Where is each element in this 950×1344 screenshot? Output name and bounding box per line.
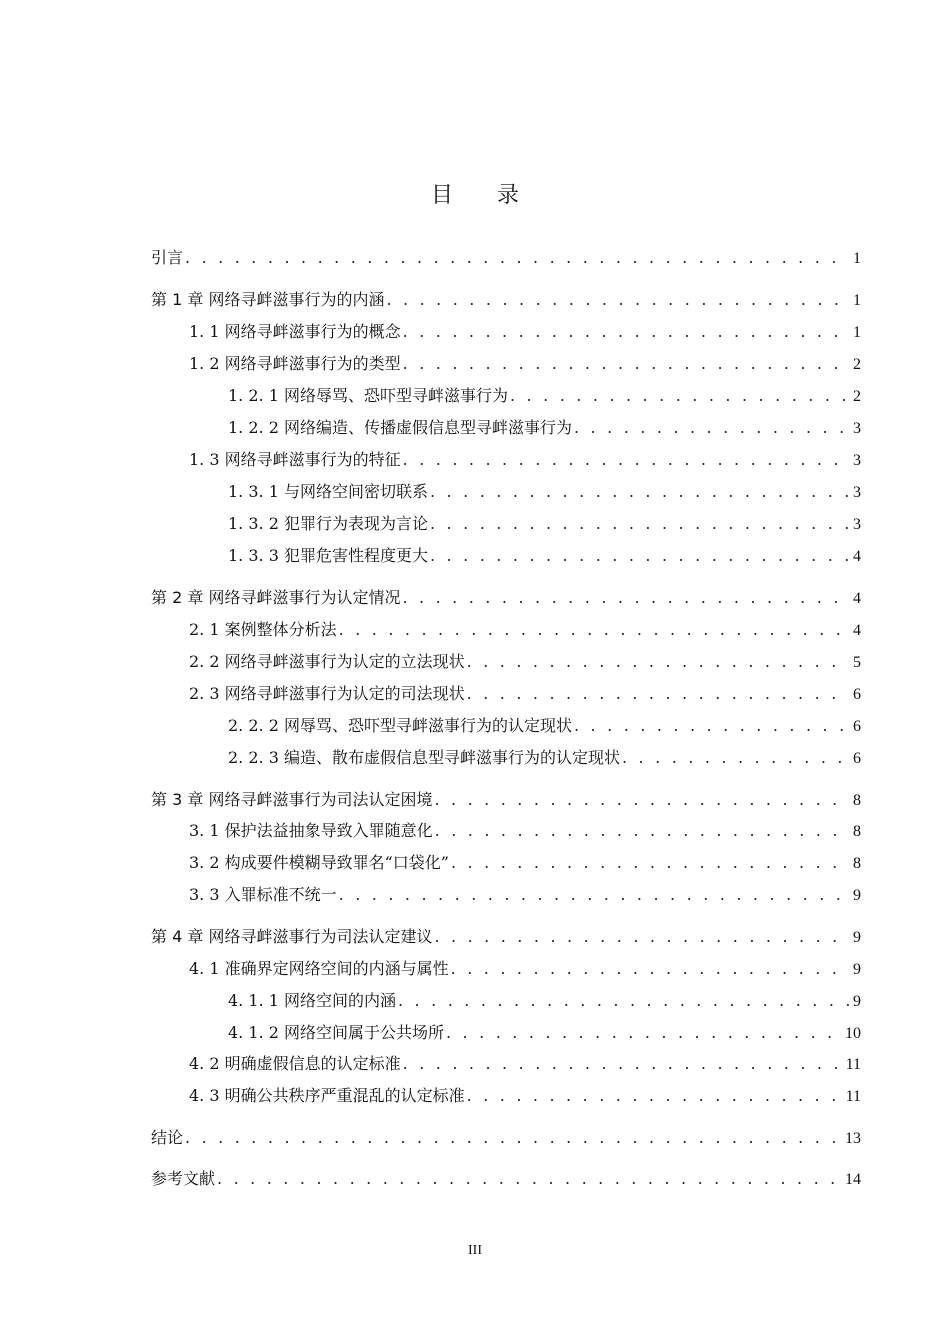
toc-leader-dots bbox=[403, 319, 849, 345]
toc-entry-label: 1. 2. 2 网络编造、传播虚假信息型寻衅滋事行为 bbox=[228, 418, 572, 437]
toc-leader-dots bbox=[574, 415, 849, 441]
toc-entry-label: 2. 2. 3 编造、散布虚假信息型寻衅滋事行为的认定现状 bbox=[228, 748, 620, 767]
toc-entry[interactable] bbox=[189, 1051, 861, 1077]
toc-leader-dots bbox=[451, 850, 849, 876]
toc-leader-dots bbox=[386, 287, 849, 313]
toc-entry-page-number: 11 bbox=[845, 1088, 861, 1105]
toc-entry-page-number: 9 bbox=[853, 887, 861, 904]
toc-entry[interactable] bbox=[151, 287, 861, 313]
toc-leader-dots bbox=[435, 818, 849, 844]
toc-entry-page-number: 6 bbox=[853, 686, 861, 703]
toc-entry-page-number: 5 bbox=[853, 654, 861, 671]
toc-leader-dots bbox=[403, 351, 849, 377]
toc-leader-dots bbox=[217, 1166, 841, 1192]
toc-entry-label: 1. 3 网络寻衅滋事行为的特征 bbox=[189, 450, 401, 469]
toc-entry[interactable] bbox=[189, 447, 861, 473]
toc-entry-label: 3. 2 构成要件模糊导致罪名“口袋化” bbox=[189, 853, 449, 872]
toc-entry[interactable] bbox=[189, 319, 861, 345]
toc-entry-label: 4. 3 明确公共秩序严重混乱的认定标准 bbox=[189, 1086, 465, 1105]
toc-leader-dots bbox=[339, 617, 849, 643]
toc-leader-dots bbox=[403, 447, 849, 473]
toc-leader-dots bbox=[402, 585, 849, 611]
toc-entry[interactable] bbox=[189, 351, 861, 377]
toc-entry[interactable] bbox=[189, 681, 861, 707]
toc-entry-label: 1. 2 网络寻衅滋事行为的类型 bbox=[189, 354, 401, 373]
toc-entry-label: 4. 1. 1 网络空间的内涵 bbox=[228, 991, 396, 1010]
toc-entry[interactable] bbox=[189, 1083, 861, 1109]
toc-entry[interactable] bbox=[228, 745, 861, 771]
toc-entry[interactable] bbox=[151, 924, 861, 950]
toc-entry-label: 4. 2 明确虚假信息的认定标准 bbox=[189, 1054, 401, 1073]
toc-entry-page-number: 3 bbox=[853, 420, 861, 437]
toc-leader-dots bbox=[403, 1051, 842, 1077]
toc-entry[interactable] bbox=[189, 818, 861, 844]
toc-entry[interactable] bbox=[228, 713, 861, 739]
toc-entry-label: 1. 2. 1 网络辱骂、恐吓型寻衅滋事行为 bbox=[228, 386, 508, 405]
toc-entry-label: 1. 3. 1 与网络空间密切联系 bbox=[228, 482, 428, 501]
toc-entry-label: 结论 bbox=[151, 1128, 184, 1147]
toc-entry-page-number: 3 bbox=[853, 452, 861, 469]
toc-title-char-1: 目 bbox=[430, 183, 453, 208]
toc-leader-dots bbox=[451, 956, 849, 982]
toc-entry[interactable] bbox=[189, 882, 861, 908]
toc-leader-dots bbox=[398, 988, 849, 1014]
toc-leader-dots bbox=[446, 1020, 841, 1046]
toc-entry-label: 2. 1 案例整体分析法 bbox=[189, 620, 337, 639]
toc-entry-page-number: 3 bbox=[853, 516, 861, 533]
toc-leader-dots bbox=[622, 745, 849, 771]
toc-leader-dots bbox=[574, 713, 849, 739]
toc-entry[interactable] bbox=[189, 850, 861, 876]
toc-entry-page-number: 1 bbox=[853, 324, 861, 341]
toc-entry-page-number: 13 bbox=[845, 1130, 861, 1147]
toc-leader-dots bbox=[430, 511, 849, 537]
toc-entry[interactable] bbox=[151, 585, 861, 611]
toc-entry[interactable] bbox=[151, 1125, 861, 1151]
toc-entry[interactable] bbox=[228, 1020, 861, 1046]
page-number-footer: III bbox=[468, 1243, 482, 1258]
toc-entry-label: 3. 3 入罪标准不统一 bbox=[189, 885, 337, 904]
toc-title bbox=[0, 178, 950, 209]
toc-entry-label: 4. 1 准确界定网络空间的内涵与属性 bbox=[189, 959, 449, 978]
toc-entry[interactable] bbox=[228, 415, 861, 441]
toc-leader-dots bbox=[434, 787, 849, 813]
toc-entry-page-number: 10 bbox=[845, 1025, 861, 1042]
toc-entry-page-number: 3 bbox=[853, 484, 861, 501]
toc-leader-dots bbox=[185, 245, 849, 271]
toc-entry-label: 1. 3. 3 犯罪危害性程度更大 bbox=[228, 546, 428, 565]
toc-entry[interactable] bbox=[228, 479, 861, 505]
toc-entry-label: 3. 1 保护法益抽象导致入罪随意化 bbox=[189, 821, 433, 840]
toc-entry-page-number: 4 bbox=[853, 548, 861, 565]
toc-leader-dots bbox=[510, 383, 849, 409]
toc-entry-page-number: 8 bbox=[853, 823, 861, 840]
toc-entry-page-number: 8 bbox=[853, 855, 861, 872]
toc-entry-page-number: 9 bbox=[853, 929, 861, 946]
toc-entry-page-number: 9 bbox=[853, 961, 861, 978]
toc-entry-label: 第 4 章 网络寻衅滋事行为司法认定建议 bbox=[151, 927, 433, 946]
toc-entry[interactable] bbox=[151, 1166, 861, 1192]
toc-entry-label: 第 1 章 网络寻衅滋事行为的内涵 bbox=[151, 290, 385, 309]
toc-entry-page-number: 14 bbox=[845, 1171, 861, 1188]
toc-leader-dots bbox=[430, 543, 849, 569]
toc-leader-dots bbox=[430, 479, 849, 505]
toc-entry[interactable] bbox=[228, 543, 861, 569]
toc-entry-label: 第 3 章 网络寻衅滋事行为司法认定困境 bbox=[151, 790, 433, 809]
toc-entry-label: 2. 3 网络寻衅滋事行为认定的司法现状 bbox=[189, 684, 465, 703]
toc-entry[interactable] bbox=[228, 988, 861, 1014]
toc-entry-page-number: 4 bbox=[853, 590, 861, 607]
toc-entry[interactable] bbox=[189, 617, 861, 643]
toc-entry-page-number: 8 bbox=[853, 792, 861, 809]
toc-leader-dots bbox=[467, 681, 849, 707]
toc-entry-label: 参考文献 bbox=[151, 1169, 216, 1188]
toc-entry-page-number: 1 bbox=[853, 250, 861, 267]
toc-entry-page-number: 11 bbox=[845, 1056, 861, 1073]
toc-leader-dots bbox=[467, 1083, 842, 1109]
toc-leader-dots bbox=[467, 649, 849, 675]
toc-leader-dots bbox=[339, 882, 849, 908]
toc-entry-page-number: 9 bbox=[853, 993, 861, 1010]
toc-entry[interactable] bbox=[189, 649, 861, 675]
toc-entry[interactable] bbox=[151, 787, 861, 813]
toc-entry-label: 4. 1. 2 网络空间属于公共场所 bbox=[228, 1023, 444, 1042]
toc-entry[interactable] bbox=[151, 245, 861, 271]
toc-entry-label: 引言 bbox=[151, 248, 184, 267]
toc-entry-label: 1. 3. 2 犯罪行为表现为言论 bbox=[228, 514, 428, 533]
toc-entry-label: 2. 2 网络寻衅滋事行为认定的立法现状 bbox=[189, 652, 465, 671]
toc-entry-label: 第 2 章 网络寻衅滋事行为认定情况 bbox=[151, 588, 401, 607]
toc-entry-label: 1. 1 网络寻衅滋事行为的概念 bbox=[189, 322, 401, 341]
toc-entry-page-number: 6 bbox=[853, 750, 861, 767]
toc-entry-page-number: 4 bbox=[853, 622, 861, 639]
toc-entry[interactable] bbox=[228, 511, 861, 537]
toc-entry-label: 2. 2. 2 网辱骂、恐吓型寻衅滋事行为的认定现状 bbox=[228, 716, 572, 735]
toc-entry-page-number: 1 bbox=[853, 292, 861, 309]
toc-entry-page-number: 6 bbox=[853, 718, 861, 735]
toc-leader-dots bbox=[434, 924, 849, 950]
toc-entry-page-number: 2 bbox=[853, 388, 861, 405]
toc-entry-page-number: 2 bbox=[853, 356, 861, 373]
toc-leader-dots bbox=[185, 1125, 841, 1151]
toc-entry[interactable] bbox=[228, 383, 861, 409]
toc-title-char-2: 录 bbox=[497, 183, 520, 208]
toc-entry[interactable] bbox=[189, 956, 861, 982]
